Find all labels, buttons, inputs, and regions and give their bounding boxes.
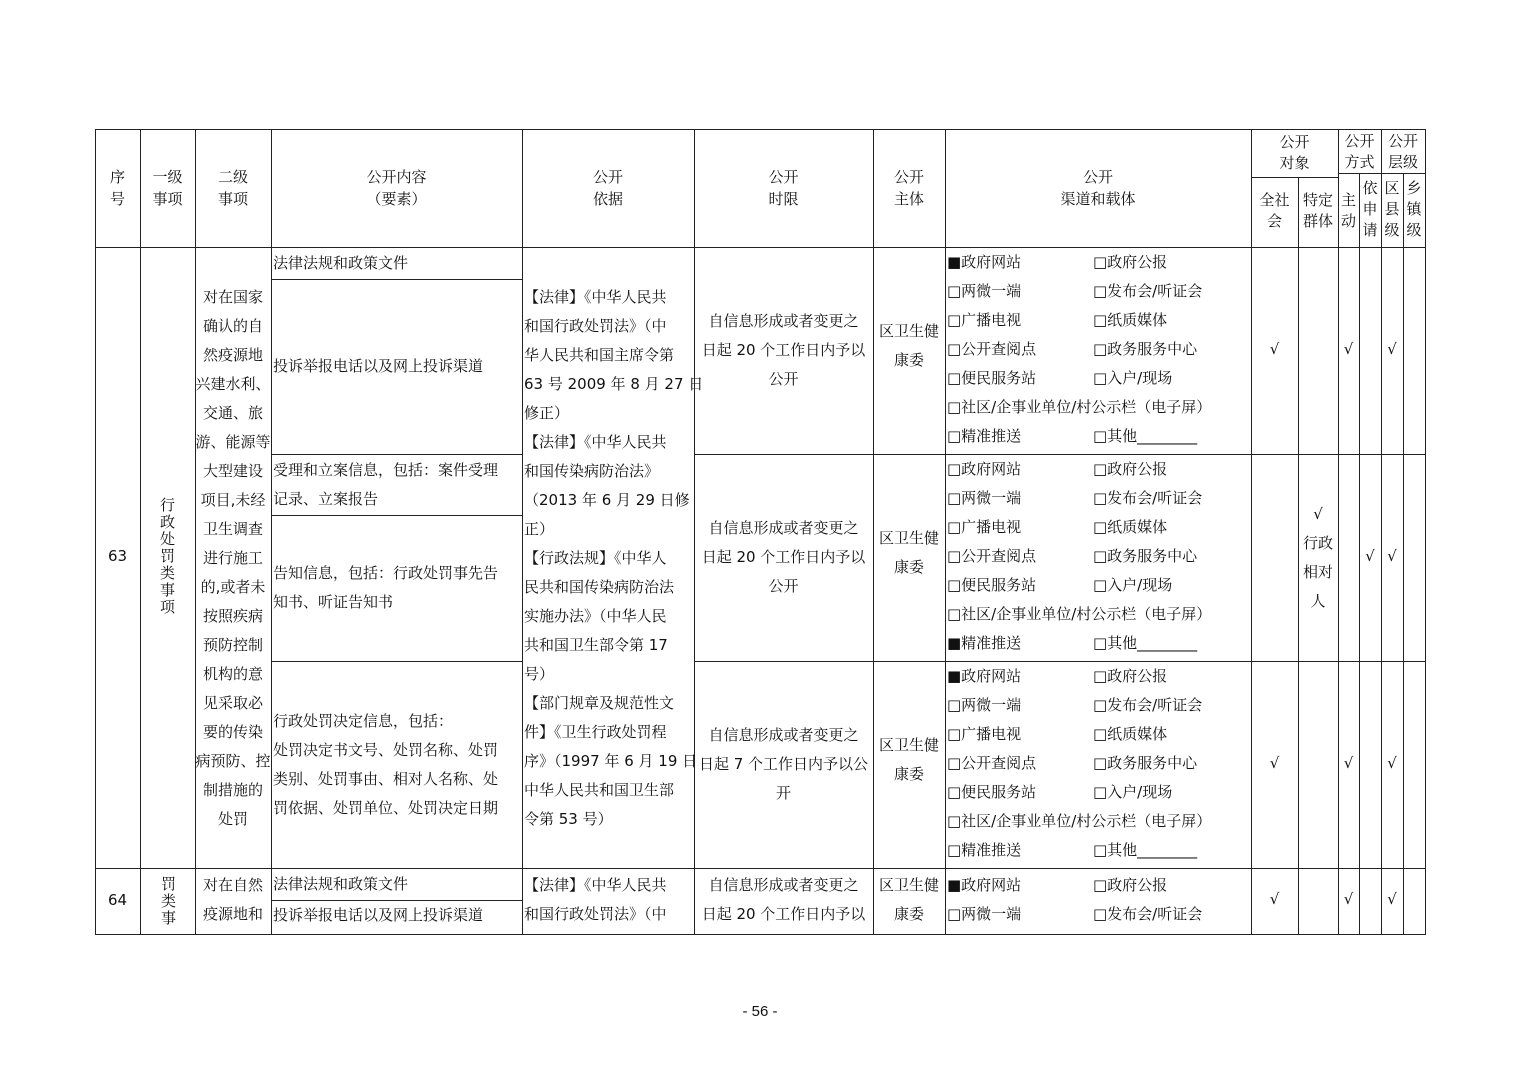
- basis-text: 中华人民共和国卫生部: [524, 781, 675, 799]
- table-rule-h: [694, 454, 1426, 455]
- channel-option: ■精准推送: [947, 634, 1022, 652]
- channel-option: □两微一端: [947, 905, 1022, 923]
- level2-item: 处罚: [217, 810, 248, 828]
- check-mode-active: √: [1343, 754, 1354, 772]
- table-rule-v: [95, 129, 96, 934]
- level2-item: 项目,未经: [200, 491, 266, 509]
- level2-item: 大型建设: [202, 462, 263, 480]
- header-object-specific: 群体: [1302, 212, 1333, 230]
- basis-text: 正）: [524, 520, 555, 538]
- check-object-specific: 行政: [1302, 534, 1333, 552]
- level2-item: 机构的意: [202, 665, 263, 683]
- header-seq: 序: [109, 168, 125, 186]
- level2-item: 对在自然: [202, 876, 263, 894]
- header-level-district: 县: [1384, 200, 1400, 218]
- time-limit: 公开: [768, 577, 799, 595]
- level2-item: 的,或者未: [200, 578, 266, 596]
- level2-item: 要的传染: [202, 723, 263, 741]
- header-content: （要素）: [366, 190, 427, 208]
- page-number: - 56 -: [742, 1003, 778, 1020]
- level2-item: 制措施的: [202, 781, 263, 799]
- check-mode-active: √: [1343, 340, 1354, 358]
- level1-category: 罚类事: [160, 875, 176, 927]
- content-item: 受理和立案信息，包括：案件受理: [273, 461, 499, 479]
- time-limit: 自信息形成或者变更之: [708, 312, 859, 330]
- level2-item: 按照疾病: [202, 607, 263, 625]
- publishing-body: 区卫生健: [878, 876, 939, 894]
- table-rule-h: [271, 661, 523, 662]
- basis-text: 【法律】《中华人民共: [524, 288, 667, 306]
- channel-option: □两微一端: [947, 282, 1022, 300]
- channel-option: □公开查阅点: [947, 547, 1037, 565]
- channel-option: ■政府网站: [947, 253, 1022, 271]
- table-rule-v: [522, 129, 523, 934]
- publishing-body: 区卫生健: [878, 322, 939, 340]
- basis-text: 【部门规章及规范性文: [524, 694, 675, 712]
- level1-category-clipped: [141, 870, 195, 933]
- time-limit: 自信息形成或者变更之: [708, 726, 859, 744]
- header-level2: 事项: [217, 190, 248, 208]
- publishing-body: 区卫生健: [878, 736, 939, 754]
- table-rule-v: [1381, 129, 1382, 934]
- header-level-district: 区: [1384, 179, 1400, 197]
- channel-option: □政务服务中心: [1093, 340, 1198, 358]
- time-limit: 日起 20 个工作日内予以: [701, 341, 866, 359]
- content-item: 法律法规和政策文件: [273, 875, 409, 893]
- channel-option: □纸质媒体: [1093, 518, 1168, 536]
- channel-option: □其他________: [1093, 634, 1198, 652]
- check-mode-active: √: [1343, 890, 1354, 908]
- channel-option: □政府网站: [947, 460, 1022, 478]
- header-seq: 号: [109, 190, 125, 208]
- channel-option: □政务服务中心: [1093, 547, 1198, 565]
- table-rule-h: [271, 279, 523, 280]
- channel-option: □纸质媒体: [1093, 311, 1168, 329]
- basis-text: 和国传染病防治法》: [524, 462, 660, 480]
- header-mode-request: 依: [1362, 179, 1378, 197]
- time-limit: 日起 7 个工作日内予以公: [698, 755, 869, 773]
- check-object-all: √: [1269, 890, 1280, 908]
- check-level-district: √: [1387, 547, 1397, 565]
- header-level1: 事项: [152, 190, 183, 208]
- time-limit: 自信息形成或者变更之: [708, 519, 859, 537]
- channel-option: □发布会/听证会: [1093, 489, 1203, 507]
- channel-option: □两微一端: [947, 696, 1022, 714]
- content-item: 法律法规和政策文件: [273, 254, 409, 272]
- check-mode-request: √: [1365, 547, 1375, 565]
- header-mode-request: 请: [1362, 221, 1378, 239]
- level2-item: 预防控制: [202, 636, 263, 654]
- table-rule-v: [140, 129, 141, 934]
- channel-option: □纸质媒体: [1093, 725, 1168, 743]
- header-level-town: 镇: [1406, 200, 1422, 218]
- table-rule-v: [1425, 129, 1426, 934]
- header-channel: 公开: [1082, 168, 1113, 186]
- row-number: 63: [107, 547, 128, 565]
- header-object: 对象: [1279, 154, 1310, 172]
- header-subject: 主体: [893, 190, 924, 208]
- channel-option: □广播电视: [947, 725, 1022, 743]
- check-object-specific: 相对: [1302, 563, 1333, 581]
- channel-option: □广播电视: [947, 518, 1022, 536]
- channel-option: □入户/现场: [1093, 369, 1173, 387]
- publishing-body: 康委: [893, 558, 924, 576]
- basis-text: 件】《卫生行政处罚程: [524, 723, 667, 741]
- header-time: 时限: [768, 190, 799, 208]
- header-level2: 二级: [217, 168, 248, 186]
- table-rule-v: [271, 129, 272, 934]
- basis-text: 令第 53 号）: [524, 810, 613, 828]
- content-item: 知书、听证告知书: [273, 593, 394, 611]
- channel-option: □精准推送: [947, 427, 1022, 445]
- table-rule-h: [271, 454, 523, 455]
- header-mode: 方式: [1344, 153, 1375, 171]
- channel-option: □入户/现场: [1093, 576, 1173, 594]
- channel-option: □社区/企事业单位/村公示栏（电子屏）: [947, 398, 1212, 416]
- table-rule-h: [271, 515, 523, 516]
- channel-option: □精准推送: [947, 841, 1022, 859]
- header-level-town: 级: [1406, 221, 1422, 239]
- table-rule-h: [95, 247, 1426, 248]
- channel-option: ■政府网站: [947, 667, 1022, 685]
- channel-option: □公开查阅点: [947, 754, 1037, 772]
- level2-item: 游、能源等: [195, 433, 271, 451]
- channel-option: □两微一端: [947, 489, 1022, 507]
- table-rule-v: [1338, 129, 1339, 934]
- channel-option: □发布会/听证会: [1093, 696, 1203, 714]
- basis-text: 共和国卫生部令第 17: [524, 636, 668, 654]
- basis-text: 【法律】《中华人民共: [524, 433, 667, 451]
- header-level1: 一级: [152, 168, 183, 186]
- basis-text: 和国行政处罚法》（中: [524, 317, 667, 335]
- basis-text: 华人民共和国主席令第: [524, 346, 675, 364]
- channel-option: □其他________: [1093, 841, 1198, 859]
- table-rule-h: [95, 934, 1426, 935]
- row-number: 64: [107, 891, 128, 909]
- level2-item: 兴建水利、: [195, 375, 271, 393]
- content-item: 罚依据、处罚单位、处罚决定日期: [273, 799, 499, 817]
- level2-item: 见采取必: [202, 694, 263, 712]
- header-subject: 公开: [893, 168, 924, 186]
- table-rule-h: [95, 129, 1426, 130]
- basis-text: 修正）: [524, 404, 570, 422]
- header-time: 公开: [768, 168, 799, 186]
- channel-option: □公开查阅点: [947, 340, 1037, 358]
- header-level: 公开: [1387, 132, 1418, 150]
- channel-option: □政府公报: [1093, 876, 1168, 894]
- table-rule-v: [1251, 129, 1252, 934]
- check-level-district: √: [1387, 890, 1397, 908]
- level2-item: 疫源地和: [202, 905, 263, 923]
- channel-option: □入户/现场: [1093, 783, 1173, 801]
- header-level-town: 乡: [1406, 179, 1422, 197]
- channel-option: □政务服务中心: [1093, 754, 1198, 772]
- channel-option: □便民服务站: [947, 369, 1037, 387]
- time-limit: 开: [775, 784, 791, 802]
- time-limit: 日起 20 个工作日内予以: [701, 905, 866, 923]
- content-item: 投诉举报电话以及网上投诉渠道: [273, 906, 484, 924]
- publishing-body: 区卫生健: [878, 529, 939, 547]
- level2-item: 进行施工: [202, 549, 263, 567]
- basis-text: 63 号 2009 年 8 月 27 日: [524, 375, 704, 393]
- basis-text: 和国行政处罚法》（中: [524, 905, 667, 923]
- basis-text: 民共和国传染病防治法: [524, 578, 675, 596]
- header-level: 层级: [1387, 153, 1418, 171]
- level1-category: 行政处罚类事项: [159, 496, 175, 616]
- header-level-district: 级: [1384, 221, 1400, 239]
- channel-option: □发布会/听证会: [1093, 905, 1203, 923]
- header-mode-active: 动: [1340, 212, 1356, 230]
- table-rule-h: [1338, 173, 1382, 174]
- time-limit: 自信息形成或者变更之: [708, 876, 859, 894]
- header-content: 公开内容: [366, 168, 427, 186]
- channel-option: □发布会/听证会: [1093, 282, 1203, 300]
- header-object-all: 会: [1266, 212, 1282, 230]
- basis-text: 【行政法规】《中华人: [524, 549, 667, 567]
- channel-option: □其他________: [1093, 427, 1198, 445]
- level2-item: 然疫源地: [202, 346, 263, 364]
- check-object-specific: 人: [1310, 592, 1326, 610]
- header-mode-active: 主: [1340, 191, 1356, 209]
- basis-text: 实施办法》（中华人民: [524, 607, 667, 625]
- check-level-district: √: [1387, 754, 1397, 772]
- check-level-district: √: [1387, 340, 1397, 358]
- channel-option: □政府公报: [1093, 460, 1168, 478]
- basis-text: 号）: [524, 665, 555, 683]
- check-object-specific: √: [1313, 505, 1323, 523]
- table-rule-h: [694, 661, 1426, 662]
- basis-text: 序》（1997 年 6 月 19 日: [524, 752, 698, 770]
- header-channel: 渠道和载体: [1060, 190, 1136, 208]
- content-item: 告知信息，包括：行政处罚事先告: [273, 564, 499, 582]
- channel-option: □政府公报: [1093, 253, 1168, 271]
- header-basis: 依据: [592, 190, 623, 208]
- channel-option: □便民服务站: [947, 783, 1037, 801]
- channel-option: □政府公报: [1093, 667, 1168, 685]
- channel-option: □便民服务站: [947, 576, 1037, 594]
- check-object-all: √: [1269, 754, 1280, 772]
- channel-option: □社区/企事业单位/村公示栏（电子屏）: [947, 812, 1212, 830]
- header-object-specific: 特定: [1302, 191, 1333, 209]
- channel-option: □广播电视: [947, 311, 1022, 329]
- header-object: 公开: [1279, 133, 1310, 151]
- time-limit: 日起 20 个工作日内予以: [701, 548, 866, 566]
- header-basis: 公开: [592, 168, 623, 186]
- content-item: 行政处罚决定信息，包括：: [273, 712, 454, 730]
- header-object-all: 全社: [1259, 191, 1290, 209]
- table-rule-v: [1403, 173, 1404, 934]
- basis-text: 【法律】《中华人民共: [524, 876, 667, 894]
- content-item: 处罚决定书文号、处罚名称、处罚: [273, 741, 499, 759]
- table-rule-h: [1251, 177, 1339, 178]
- publishing-body: 康委: [893, 351, 924, 369]
- publishing-body: 康委: [893, 905, 924, 923]
- header-mode-request: 申: [1362, 200, 1378, 218]
- content-item: 类别、处罚事由、相对人名称、处: [273, 770, 499, 788]
- table-rule-v: [945, 129, 946, 934]
- channel-option: ■政府网站: [947, 876, 1022, 894]
- header-mode: 公开: [1344, 132, 1375, 150]
- channel-option: □社区/企事业单位/村公示栏（电子屏）: [947, 605, 1212, 623]
- publishing-body: 康委: [893, 765, 924, 783]
- level2-item: 确认的自: [202, 317, 263, 335]
- level2-item: 交通、旅: [202, 404, 263, 422]
- content-item: 记录、立案报告: [273, 490, 379, 508]
- time-limit: 公开: [768, 370, 799, 388]
- level2-item: 对在国家: [202, 288, 263, 306]
- level2-item: 卫生调查: [202, 520, 263, 538]
- basis-text: （2013 年 6 月 29 日修: [524, 491, 690, 509]
- check-object-all: √: [1269, 340, 1280, 358]
- level2-item: 病预防、控: [195, 752, 271, 770]
- content-item: 投诉举报电话以及网上投诉渠道: [273, 357, 484, 375]
